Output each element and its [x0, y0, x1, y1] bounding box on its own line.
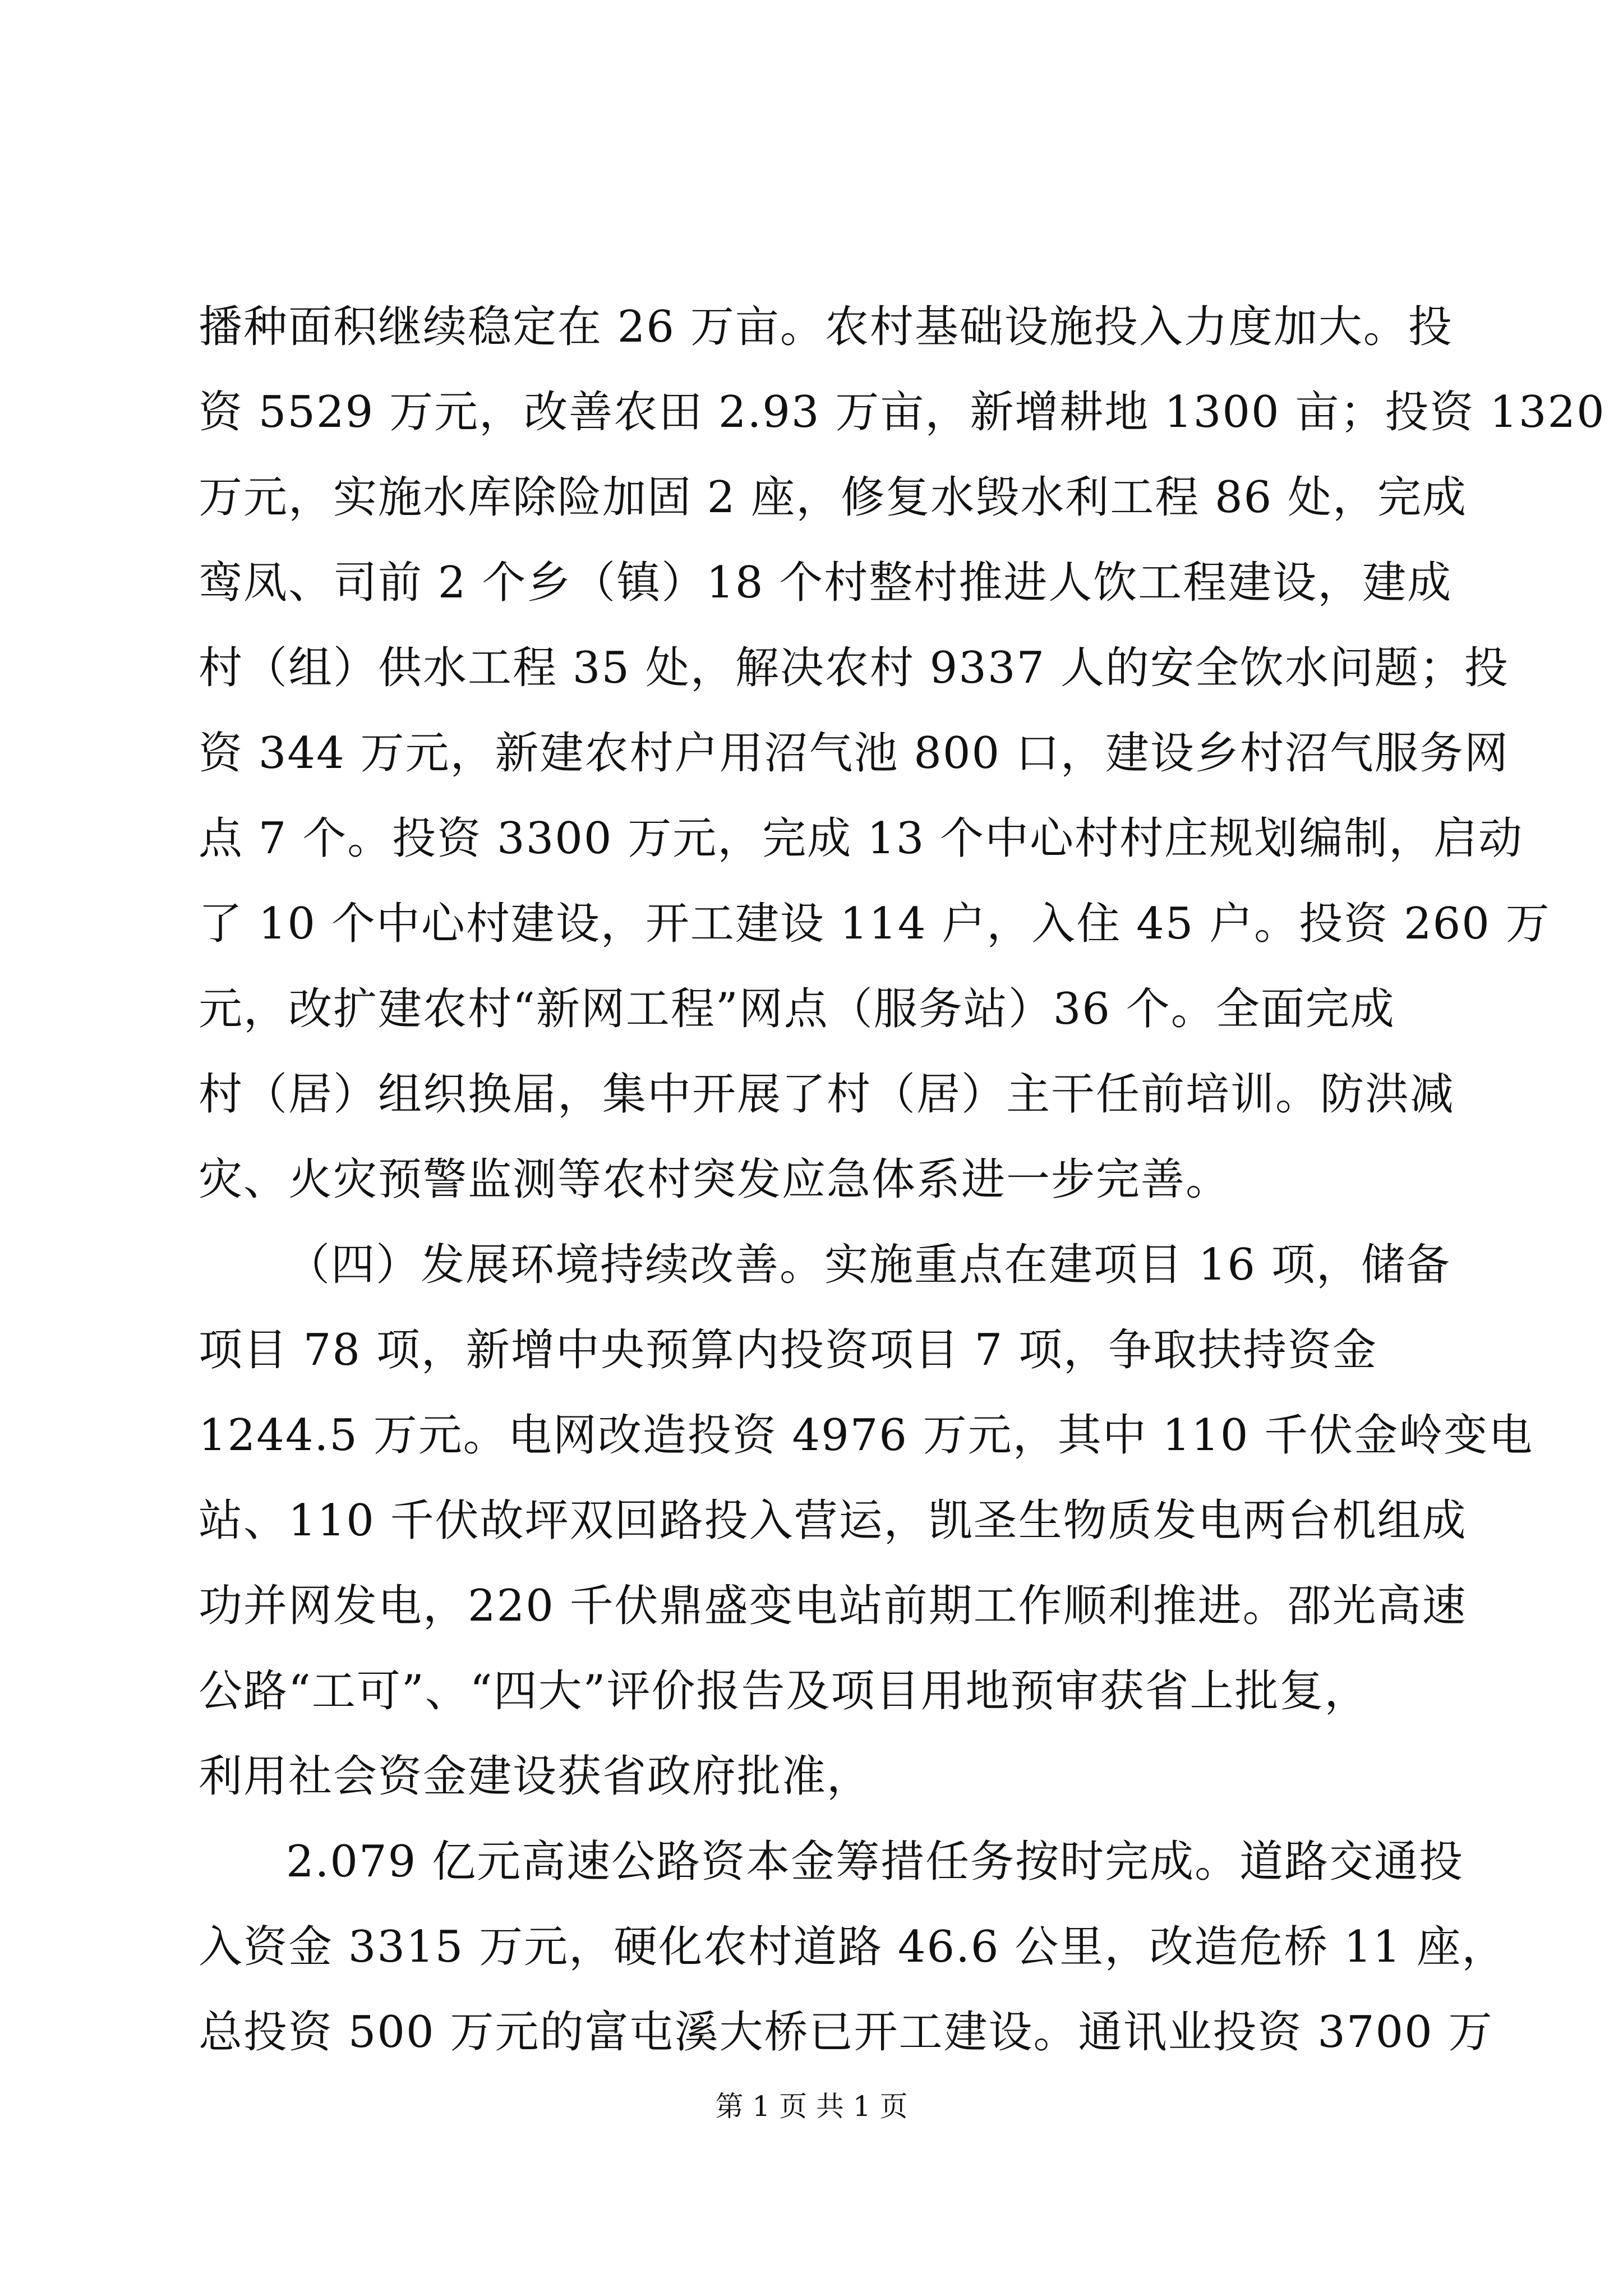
page-footer: 第 1 页 共 1 页: [715, 2090, 908, 2123]
text-line-13: 项目 78 项，新增中央预算内投资项目 7 项，争取扶持资金: [199, 1325, 1378, 1375]
text-line-9: 元，改扩建农村“新网工程”网点（服务站）36 个。全面完成: [199, 984, 1395, 1034]
text-line-18: 利用社会资金建设获省政府批准，: [199, 1751, 872, 1802]
text-line-20: 入资金 3315 万元，硬化农村道路 46.6 公里，改造危桥 11 座，: [199, 1922, 1507, 1972]
text-line-2: 资 5529 万元，改善农田 2.93 万亩，新增耕地 1300 亩；投资 1320: [199, 387, 1606, 438]
text-line-1: 播种面积继续稳定在 26 万亩。农村基础设施投入力度加大。投: [199, 302, 1453, 352]
text-line-10: 村（居）组织换届，集中开展了村（居）主干任前培训。防洪减: [199, 1069, 1455, 1120]
text-line-21: 总投资 500 万元的富屯溪大桥已开工建设。通讯业投资 3700 万: [199, 2007, 1493, 2058]
text-line-8: 了 10 个中心村建设，开工建设 114 户，入住 45 户。投资 260 万: [199, 899, 1551, 949]
text-line-5: 村（组）供水工程 35 处，解决农村 9337 人的安全饮水问题；投: [199, 643, 1509, 693]
text-line-3: 万元，实施水库除险加固 2 座，修复水毁水利工程 86 处，完成: [199, 472, 1468, 523]
text-line-12: （四）发展环境持续改善。实施重点在建项目 16 项，储备: [286, 1240, 1451, 1290]
text-line-19: 2.079 亿元高速公路资本金筹措任务按时完成。道路交通投: [286, 1837, 1464, 1887]
text-line-4: 鸾凤、司前 2 个乡（镇）18 个村整村推进人饮工程建设，建成: [199, 558, 1453, 608]
text-line-7: 点 7 个。投资 3300 万元，完成 13 个中心村村庄规划编制，启动: [199, 813, 1524, 864]
text-line-17: 公路“工可”、“四大”评价报告及项目用地预审获省上批复，: [199, 1666, 1370, 1717]
text-line-14: 1244.5 万元。电网改造投资 4976 万元，其中 110 千伏金岭变电: [199, 1410, 1534, 1461]
text-line-6: 资 344 万元，新建农村户用沼气池 800 口，建设乡村沼气服务网: [199, 728, 1509, 779]
text-line-11: 灾、火灾预警监测等农村突发应急体系进一步完善。: [199, 1154, 1231, 1205]
text-line-15: 站、110 千伏故坪双回路投入营运，凯圣生物质发电两台机组成: [199, 1496, 1467, 1546]
text-line-16: 功并网发电，220 千伏鼎盛变电站前期工作顺利推进。邵光高速: [199, 1581, 1467, 1631]
